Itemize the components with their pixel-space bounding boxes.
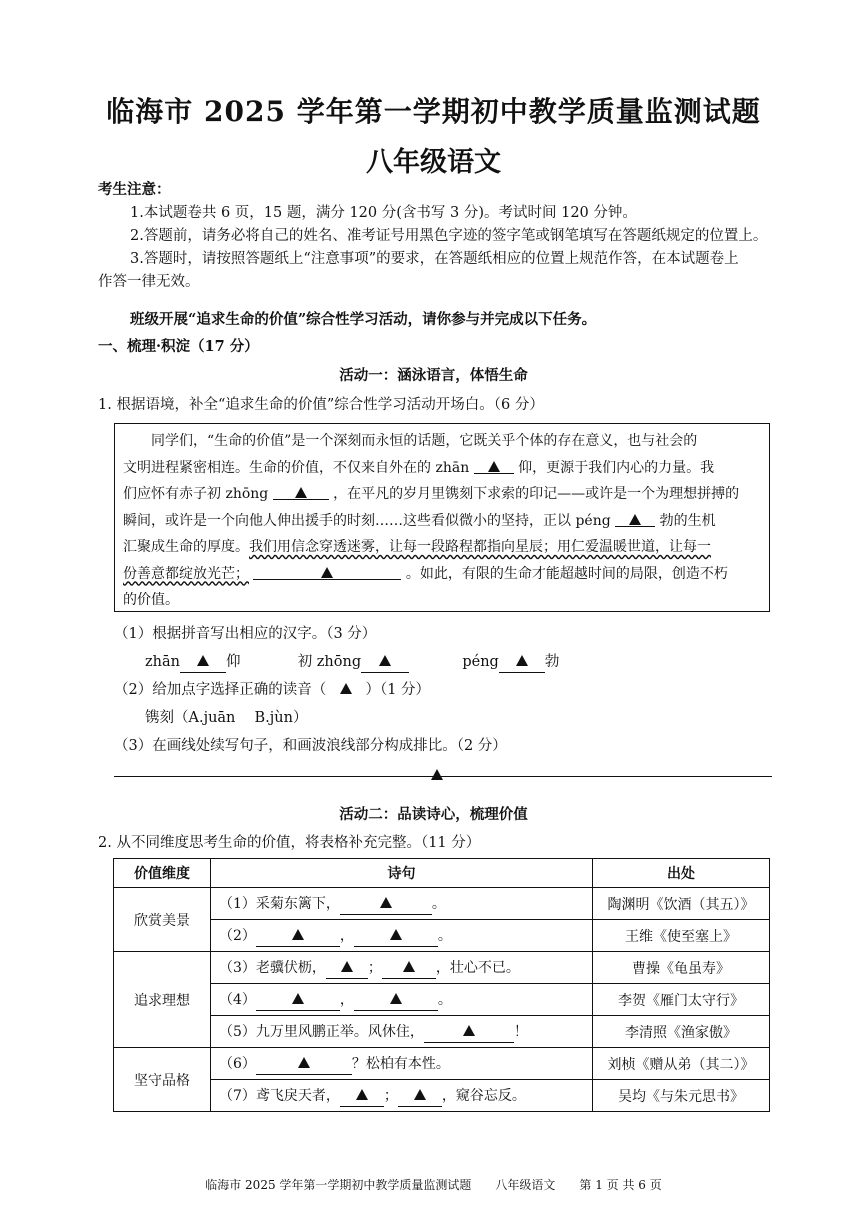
passage-line: 们应怀有赤子初 zhōng ，在平凡的岁月里镌刻下求索的印记——或许是一个为理想拼搏的 <box>123 481 768 508</box>
passage-line: 同学们，“生命的价值”是一个深刻而永恒的话题，它既关乎个体的存在意义，也与社会的 <box>151 433 698 449</box>
group-label: 坚守品格 <box>114 1048 211 1112</box>
group-label: 欣赏美景 <box>114 888 211 952</box>
notice-item-2: 2.答题前，请务必将自己的姓名、准考证号用黑色字迹的签字笔或钢笔填写在答题纸规定的位置上。 <box>130 228 768 244</box>
question-2-stem: 2. 从不同维度思考生命的价值，将表格补充完整。（11 分） <box>98 835 481 851</box>
poem-cell: （6） ？松柏有本性。 <box>211 1048 593 1080</box>
table-row <box>114 920 770 952</box>
triangle-icon <box>390 993 402 1004</box>
triangle-icon <box>298 1057 310 1068</box>
table-row <box>114 1048 770 1080</box>
activity-2-title: 活动二：品读诗心，梳理价值 <box>339 806 528 823</box>
sub-question-3: （3）在画线处续写句子，和画波浪线部分构成排比。（2 分） <box>114 738 507 754</box>
sub-question-2: （2）给加点字选择正确的读音（ ）（1 分） <box>114 682 431 698</box>
answer-blank[interactable] <box>256 992 340 1011</box>
triangle-icon <box>292 929 304 940</box>
answer-blank[interactable] <box>180 654 226 673</box>
passage-line: 瞬间，或许是一个向他人伸出援手的时刻……这些看似微小的坚持，正以 péng 勃的生机 <box>123 508 768 535</box>
triangle-icon <box>380 897 392 908</box>
page-footer: 临海市 2025 学年第一学期初中教学质量监测试题 八年级语文 第 1 页 共 6 页 <box>205 1178 662 1192</box>
notice-heading: 考生注意： <box>98 181 171 198</box>
source-cell: 吴均《与朱元思书》 <box>593 1080 770 1112</box>
answer-blank[interactable] <box>326 960 368 979</box>
answer-blank[interactable] <box>474 455 514 474</box>
notice-item-1: 1.本试题卷共 6 页，15 题，满分 120 分(含书写 3 分)。考试时间 120 分钟。 <box>130 205 637 221</box>
answer-blank[interactable] <box>499 654 545 673</box>
notice-item-3: 3.答题时，请按照答题纸上“注意事项”的要求，在答题纸相应的位置上规范作答，在本试题卷上 <box>130 251 739 267</box>
table-row <box>114 1016 770 1048</box>
poem-cell: （4） ， 。 <box>211 984 593 1016</box>
triangle-icon <box>321 567 333 578</box>
poem-cell: （1）采菊东篱下， 。 <box>211 888 593 920</box>
poem-cell: （7）鸢飞戾天者， ； ，窥谷忘反。 <box>211 1080 593 1112</box>
triangle-icon <box>292 993 304 1004</box>
triangle-icon <box>197 655 209 666</box>
triangle-icon <box>403 961 415 972</box>
answer-blank[interactable] <box>340 1088 384 1107</box>
answer-blank[interactable] <box>615 508 655 527</box>
poem-cell: （2） ， 。 <box>211 920 593 952</box>
triangle-icon <box>431 769 443 780</box>
answer-slot[interactable] <box>331 682 361 698</box>
answer-line-marker <box>431 765 443 784</box>
triangle-icon <box>341 961 353 972</box>
table-row <box>114 1080 770 1112</box>
triangle-icon <box>390 929 402 940</box>
passage-line: 份善意都绽放光芒； 。如此，有限的生命才能超越时间的局限，创造不朽 <box>123 561 768 588</box>
table-row <box>114 984 770 1016</box>
activity-intro: 班级开展“追求生命的价值”综合性学习活动，请你参与并完成以下任务。 <box>130 311 597 328</box>
answer-blank[interactable] <box>256 1056 352 1075</box>
source-cell: 刘桢《赠从弟（其二）》 <box>593 1048 770 1080</box>
source-cell: 李清照《渔家傲》 <box>593 1016 770 1048</box>
triangle-icon <box>295 487 307 498</box>
header-poem: 诗句 <box>211 859 593 888</box>
sub-question-1: （1）根据拼音写出相应的汉字。（3 分） <box>114 626 377 642</box>
group-label: 追求理想 <box>114 952 211 1048</box>
answer-blank[interactable] <box>382 960 436 979</box>
exam-title: 临海市 2025 学年第一学期初中教学质量监测试题 <box>106 95 761 128</box>
passage <box>123 428 768 614</box>
poem-cell: （3）老骥伏枥， ； ，壮心不已。 <box>211 952 593 984</box>
answer-blank[interactable] <box>398 1088 442 1107</box>
source-cell: 陶渊明《饮酒（其五）》 <box>593 888 770 920</box>
poem-cell: （5）九万里风鹏正举。风休住， ！ <box>211 1016 593 1048</box>
table-row <box>114 952 770 984</box>
answer-blank[interactable] <box>361 654 409 673</box>
triangle-icon <box>516 655 528 666</box>
answer-blank[interactable] <box>354 928 438 947</box>
triangle-icon <box>340 683 352 694</box>
header-source: 出处 <box>593 859 770 888</box>
triangle-icon <box>356 1089 368 1100</box>
reading-options: 镌刻（A.juān B.jùn） <box>145 710 308 726</box>
answer-line[interactable] <box>114 776 772 777</box>
answer-blank[interactable] <box>340 896 432 915</box>
answer-blank[interactable] <box>424 1024 514 1043</box>
wavy-underlined-text: 我们用信念穿透迷雾，让每一段路程都指向星辰；用仁爱温暖世道，让每一 <box>249 539 711 555</box>
triangle-icon <box>629 514 641 525</box>
table-header-row <box>114 859 770 888</box>
notice-item-4: 作答一律无效。 <box>98 274 200 290</box>
source-cell: 李贺《雁门太守行》 <box>593 984 770 1016</box>
passage-line: 汇聚成生命的厚度。我们用信念穿透迷雾，让每一段路程都指向星辰；用仁爱温暖世道，让每一 <box>123 539 711 555</box>
pinyin-row: zhān 仰 初 zhōng péng 勃 <box>145 650 559 673</box>
wavy-underlined-text: 份善意都绽放光芒； <box>123 565 249 582</box>
exam-subtitle: 八年级语文 <box>366 147 501 178</box>
passage-line: 文明进程紧密相连。生命的价值，不仅来自外在的 zhān 仰，更源于我们内心的力量。我 <box>123 455 768 482</box>
header-dimension: 价值维度 <box>114 859 211 888</box>
triangle-icon <box>488 461 500 472</box>
activity-1-title: 活动一：涵泳语言，体悟生命 <box>339 367 528 384</box>
question-1-stem: 1. 根据语境，补全“追求生命的价值”综合性学习活动开场白。（6 分） <box>98 397 544 413</box>
source-cell: 曹操《龟虽寿》 <box>593 952 770 984</box>
section-heading: 一、梳理·积淀（17 分） <box>98 338 259 355</box>
triangle-icon <box>379 655 391 666</box>
answer-blank[interactable] <box>256 928 340 947</box>
answer-blank[interactable] <box>253 561 401 580</box>
answer-blank[interactable] <box>354 992 438 1011</box>
poem-table <box>113 858 770 1112</box>
triangle-icon <box>463 1025 475 1036</box>
table-row <box>114 888 770 920</box>
answer-blank[interactable] <box>273 481 329 500</box>
triangle-icon <box>414 1089 426 1100</box>
passage-line: 的价值。 <box>123 592 179 608</box>
source-cell: 王维《使至塞上》 <box>593 920 770 952</box>
